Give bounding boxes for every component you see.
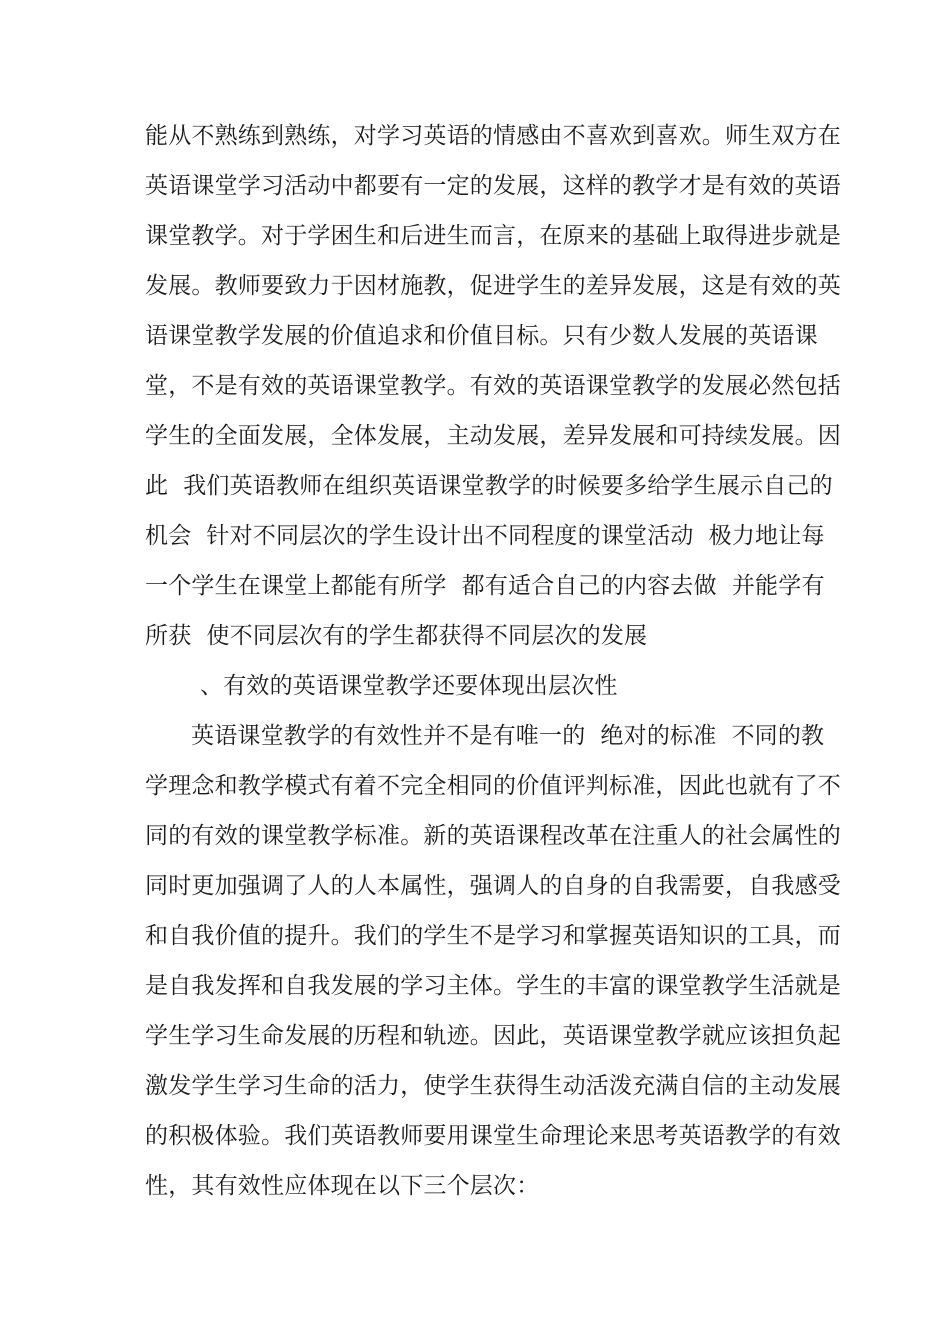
- text-line: 激发学生学习生命的活力，使学生获得生动活泼充满自信的主动发展: [145, 1073, 841, 1099]
- text-line: 性，其有效性应体现在以下三个层次：: [145, 1173, 540, 1199]
- text-line: 和自我价值的提升。我们的学生不是学习和掌握英语知识的工具，而: [145, 923, 841, 949]
- text-line: 发展。教师要致力于因材施教，促进学生的差异发展，这是有效的英: [145, 273, 841, 299]
- section-heading: 、有效的英语课堂教学还要体现出层次性: [200, 673, 618, 699]
- text-line: 课堂教学。对于学困生和后进生而言，在原来的基础上取得进步就是: [145, 223, 841, 249]
- text-line: 同时更加强调了人的人本属性，强调人的自身的自我需要，自我感受: [145, 873, 841, 899]
- text-line: 机会 针对不同层次的学生设计出不同程度的课堂活动 极力地让每: [145, 523, 825, 549]
- text-line: 所获 使不同层次有的学生都获得不同层次的发展: [145, 623, 648, 649]
- text-line: 是自我发挥和自我发展的学习主体。学生的丰富的课堂教学生活就是: [145, 973, 841, 999]
- text-line: 堂，不是有效的英语课堂教学。有效的英语课堂教学的发展必然包括: [145, 373, 841, 399]
- text-line: 语课堂教学发展的价值追求和价值目标。只有少数人发展的英语课: [145, 323, 818, 349]
- text-line: 此 我们英语教师在组织英语课堂教学的时候要多给学生展示自己的: [145, 473, 833, 499]
- text-line: 学理念和教学模式有着不完全相同的价值评判标准，因此也就有了不: [145, 773, 841, 799]
- text-line: 同的有效的课堂教学标准。新的英语课程改革在注重人的社会属性的: [145, 823, 841, 849]
- text-line: 的积极体验。我们英语教师要用课堂生命理论来思考英语教学的有效: [145, 1123, 841, 1149]
- text-line: 学生的全面发展，全体发展，主动发展，差异发展和可持续发展。因: [145, 423, 841, 449]
- text-line: 一个学生在课堂上都能有所学 都有适合自己的内容去做 并能学有: [145, 573, 825, 599]
- text-line: 英语课堂学习活动中都要有一定的发展，这样的教学才是有效的英语: [145, 173, 841, 199]
- text-line: 能从不熟练到熟练，对学习英语的情感由不喜欢到喜欢。师生双方在: [145, 123, 841, 149]
- text-line: 英语课堂教学的有效性并不是有唯一的 绝对的标准 不同的教: [191, 723, 825, 749]
- text-line: 学生学习生命发展的历程和轨迹。因此，英语课堂教学就应该担负起: [145, 1023, 841, 1049]
